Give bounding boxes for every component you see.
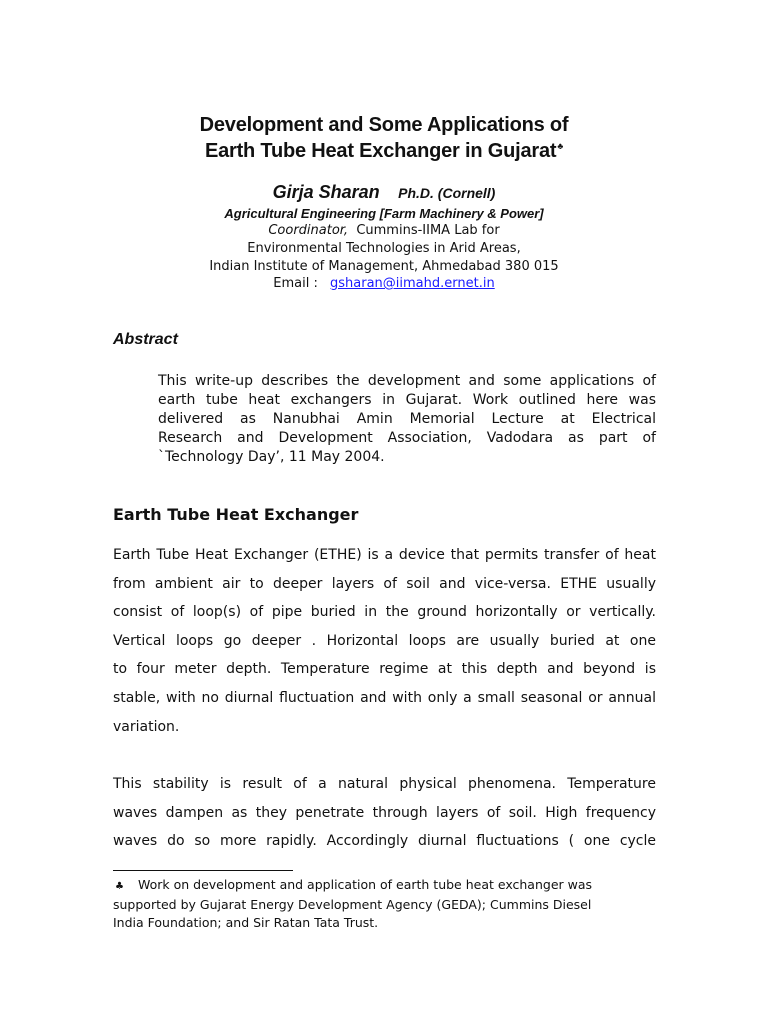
abstract-heading: Abstract bbox=[113, 331, 178, 348]
body-paragraph-2 bbox=[113, 770, 656, 856]
author-institute: Indian Institute of Management, Ahmedabad 380 015 bbox=[209, 259, 559, 274]
author-role-title: Coordinator, bbox=[268, 223, 349, 238]
body-line: This stability is result of a natural physical phenomena. Temperature bbox=[113, 776, 656, 792]
title-footnote-mark: ♣ bbox=[557, 141, 564, 152]
body-line: from ambient air to deeper layers of soil and vice-versa. ETHE usually bbox=[113, 575, 656, 592]
footnote-line: India Foundation; and Sir Ratan Tata Trust. bbox=[113, 915, 379, 930]
body-line: Earth Tube Heat Exchanger (ETHE) is a device that permits transfer of heat bbox=[113, 547, 656, 563]
footnote bbox=[113, 876, 643, 932]
email-link[interactable]: gsharan@iimahd.ernet.in bbox=[330, 276, 495, 291]
paper-title-line-2 bbox=[0, 140, 768, 163]
author-role-lab: Cummins-IIMA Lab for bbox=[356, 223, 500, 238]
author-role bbox=[0, 222, 768, 240]
footnote-club-icon: ♣ bbox=[115, 881, 124, 892]
footnote-line: supported by Gujarat Energy Development Agency (GEDA); Cummins Diesel bbox=[113, 897, 592, 912]
body-line: Vertical loops go deeper . Horizontal loops are usually buried at one bbox=[113, 632, 656, 649]
abstract-line: `Technology Day’, 11 May 2004. bbox=[158, 449, 385, 465]
paper-title-line-1: Development and Some Applications of bbox=[199, 114, 569, 136]
abstract-line: delivered as Nanubhai Amin Memorial Lecture at Electrical bbox=[158, 411, 656, 427]
body-line: variation. bbox=[113, 718, 180, 735]
abstract-line: This write-up describes the development and some applications of bbox=[158, 373, 656, 389]
body-line: stable, with no diurnal fluctuation and with only a small seasonal or annual bbox=[113, 689, 656, 706]
body-line: to four meter depth. Temperature regime at this depth and beyond is bbox=[113, 661, 656, 678]
abstract-line: earth tube heat exchangers in Gujarat. Work outlined here was bbox=[158, 392, 656, 408]
body-line: waves dampen as they penetrate through layers of soil. High frequency bbox=[113, 804, 656, 821]
footnote-divider bbox=[113, 870, 293, 871]
body-paragraph-1 bbox=[113, 541, 656, 741]
body-line: consist of loop(s) of pipe buried in the ground horizontally or vertically. bbox=[113, 604, 656, 621]
author-line bbox=[0, 182, 768, 203]
paper-title-line-2-text: Earth Tube Heat Exchanger in Gujarat bbox=[204, 140, 557, 162]
abstract-line: Research and Development Association, Vadodara as part of bbox=[158, 430, 656, 446]
author-lab-line: Environmental Technologies in Arid Areas, bbox=[247, 241, 521, 256]
author-email-line bbox=[0, 275, 768, 293]
footnote-line: Work on development and application of earth tube heat exchanger was bbox=[137, 877, 593, 892]
author-degree: Ph.D. (Cornell) bbox=[398, 185, 496, 201]
abstract-body bbox=[158, 372, 656, 467]
body-line: waves do so more rapidly. Accordingly diurnal fluctuations ( one cycle bbox=[113, 833, 656, 850]
author-name: Girja Sharan bbox=[272, 182, 380, 202]
section-heading: Earth Tube Heat Exchanger bbox=[113, 505, 359, 524]
email-label: Email : bbox=[273, 276, 318, 291]
author-field: Agricultural Engineering [Farm Machinery & Power] bbox=[224, 206, 544, 221]
